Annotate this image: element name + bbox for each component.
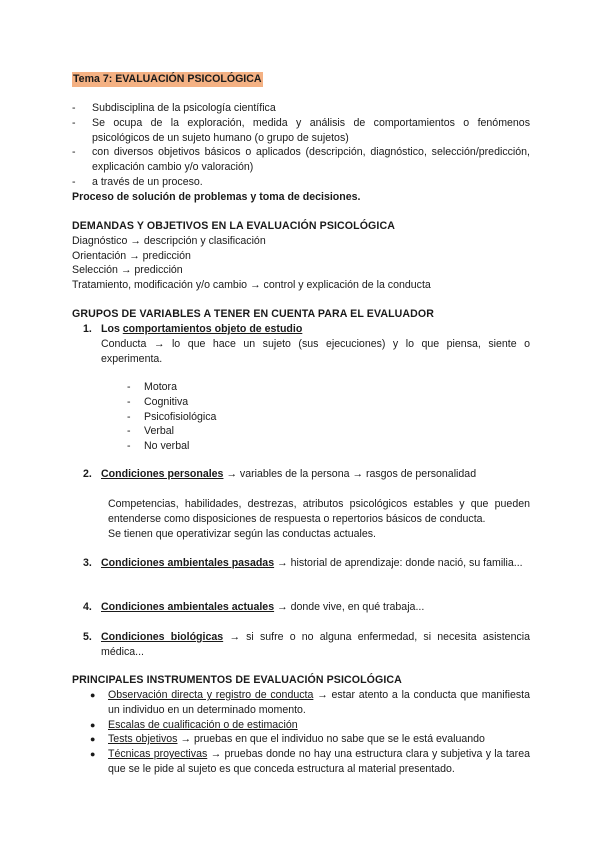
list-item-text: Subdisciplina de la psicología científica <box>92 102 276 114</box>
bullet-marker: ● <box>90 719 96 730</box>
grupo-item-3 <box>72 556 530 571</box>
item-term: Tests objetivos <box>108 733 178 746</box>
item-rest: → donde vive, en qué trabaja... <box>274 601 425 613</box>
list-item-text: con diversos objetivos básicos o aplicados (descripción, diagnóstico, selección/predicción, explicación cambio y/o valoración) <box>92 146 530 174</box>
list-item <box>72 732 530 747</box>
item-number: 1. <box>83 323 92 335</box>
dash-marker: - <box>72 116 76 129</box>
item-term: Condiciones personales <box>101 468 224 480</box>
list-item-text: Verbal <box>144 425 175 438</box>
instrumentos-section <box>72 673 530 688</box>
dash-marker: - <box>127 381 131 393</box>
item-lead: Los <box>101 323 123 335</box>
demanda-line: Tratamiento, modificación y/o cambio → control y explicación de la conducta <box>72 279 431 292</box>
item-rest: → variables de la persona → rasgos de personalidad <box>223 468 477 480</box>
item-term: Condiciones biológicas <box>101 631 224 643</box>
dash-marker: - <box>127 395 131 408</box>
item-paragraph: Se tienen que operativizar según las conductas actuales. <box>108 527 376 540</box>
item-rest: → si sufre o no alguna enfermedad, si necesita asistencia médica... <box>101 631 530 658</box>
list-item <box>72 116 530 146</box>
intro-conclusion: Proceso de solución de problemas y toma de decisiones. <box>72 190 361 203</box>
demandas-section <box>72 219 530 293</box>
numbered-item <box>72 322 530 337</box>
list-item-text: Motora <box>144 381 177 393</box>
dash-marker: - <box>72 102 76 114</box>
item-term: Condiciones ambientales actuales <box>101 601 275 613</box>
grupo-item-4 <box>72 600 530 615</box>
instrumentos-list <box>72 688 530 777</box>
list-item <box>72 380 530 395</box>
item-paragraph: Competencias, habilidades, destrezas, atributos psicológicos estables y que pueden entenderse como disposiciones de respuesta o repertorios básicos de conducta. <box>108 498 530 525</box>
demanda-line: Selección → predicción <box>72 264 183 277</box>
item-term: comportamientos objeto de estudio <box>122 323 303 335</box>
section-heading: PRINCIPALES INSTRUMENTOS DE EVALUACIÓN PSICOLÓGICA <box>72 674 402 686</box>
grupo-item-2-detail <box>108 497 530 541</box>
bullet-marker: ● <box>90 749 96 760</box>
intro-list <box>72 101 530 205</box>
item-term: Observación directa y registro de conducta <box>108 689 314 701</box>
list-item <box>72 747 530 777</box>
numbered-item <box>72 600 530 615</box>
bullet-marker: ● <box>90 690 96 700</box>
list-item <box>72 395 530 410</box>
numbered-item <box>72 630 530 660</box>
list-item-text: Se ocupa de la exploración, medida y análisis de comportamientos o fenómenos psicológicos de un sujeto humano (o grupo de sujetos) <box>92 116 530 144</box>
item-term: Escalas de cualificación o de estimación <box>108 718 298 731</box>
list-item <box>72 175 530 190</box>
item-number: 3. <box>83 557 92 569</box>
demanda-line: Diagnóstico → descripción y clasificación <box>72 234 266 247</box>
dash-marker: - <box>127 425 131 438</box>
item-description: Conducta → lo que hace un sujeto (sus ejecuciones) y lo que piensa, siente o experimenta. <box>101 337 530 365</box>
item-number: 4. <box>83 601 92 613</box>
behavior-types-list <box>72 380 530 454</box>
list-item <box>72 101 530 116</box>
grupos-section <box>72 307 530 322</box>
bullet-marker: ● <box>90 734 96 745</box>
item-rest: → estar atento a la conducta que manifiesta un individuo en un determinado momento. <box>108 689 530 716</box>
list-item <box>72 688 530 718</box>
list-item <box>72 718 530 733</box>
dash-marker: - <box>127 410 131 423</box>
numbered-item <box>72 467 530 482</box>
item-number: 2. <box>83 468 92 480</box>
dash-marker: - <box>127 440 131 453</box>
list-item-text: Cognitiva <box>144 395 189 408</box>
item-rest: → pruebas donde no hay una estructura clara y subjetiva y la tarea que se le pide al sujeto es que conceda estructura al material presentado. <box>108 748 530 775</box>
dash-marker: - <box>72 175 76 188</box>
list-item <box>72 145 530 175</box>
list-item <box>72 439 530 454</box>
section-heading: DEMANDAS Y OBJETIVOS EN LA EVALUACIÓN PSICOLÓGICA <box>72 220 395 232</box>
page-title: Tema 7: EVALUACIÓN PSICOLÓGICA <box>73 73 262 85</box>
title-block <box>72 72 530 87</box>
numbered-item <box>72 556 530 571</box>
demanda-line: Orientación → predicción <box>72 249 191 262</box>
list-item <box>72 424 530 439</box>
dash-marker: - <box>72 146 76 159</box>
grupo-item-2 <box>72 467 530 482</box>
item-term: Técnicas proyectivas <box>108 748 208 761</box>
item-number: 5. <box>83 631 92 643</box>
list-item-text: Psicofisiológica <box>144 410 217 423</box>
item-rest: → historial de aprendizaje: donde nació, su familia... <box>274 557 523 569</box>
list-item-text: a través de un proceso. <box>92 175 203 188</box>
grupo-item-5 <box>72 630 530 660</box>
section-heading: GRUPOS DE VARIABLES A TENER EN CUENTA PARA EL EVALUADOR <box>72 308 434 320</box>
item-term: Condiciones ambientales pasadas <box>101 557 275 569</box>
grupo-item-1 <box>72 322 530 366</box>
item-rest: → pruebas en que el individuo no sabe que se le está evaluando <box>177 733 485 746</box>
list-item-text: No verbal <box>144 440 190 453</box>
list-item <box>72 410 530 425</box>
